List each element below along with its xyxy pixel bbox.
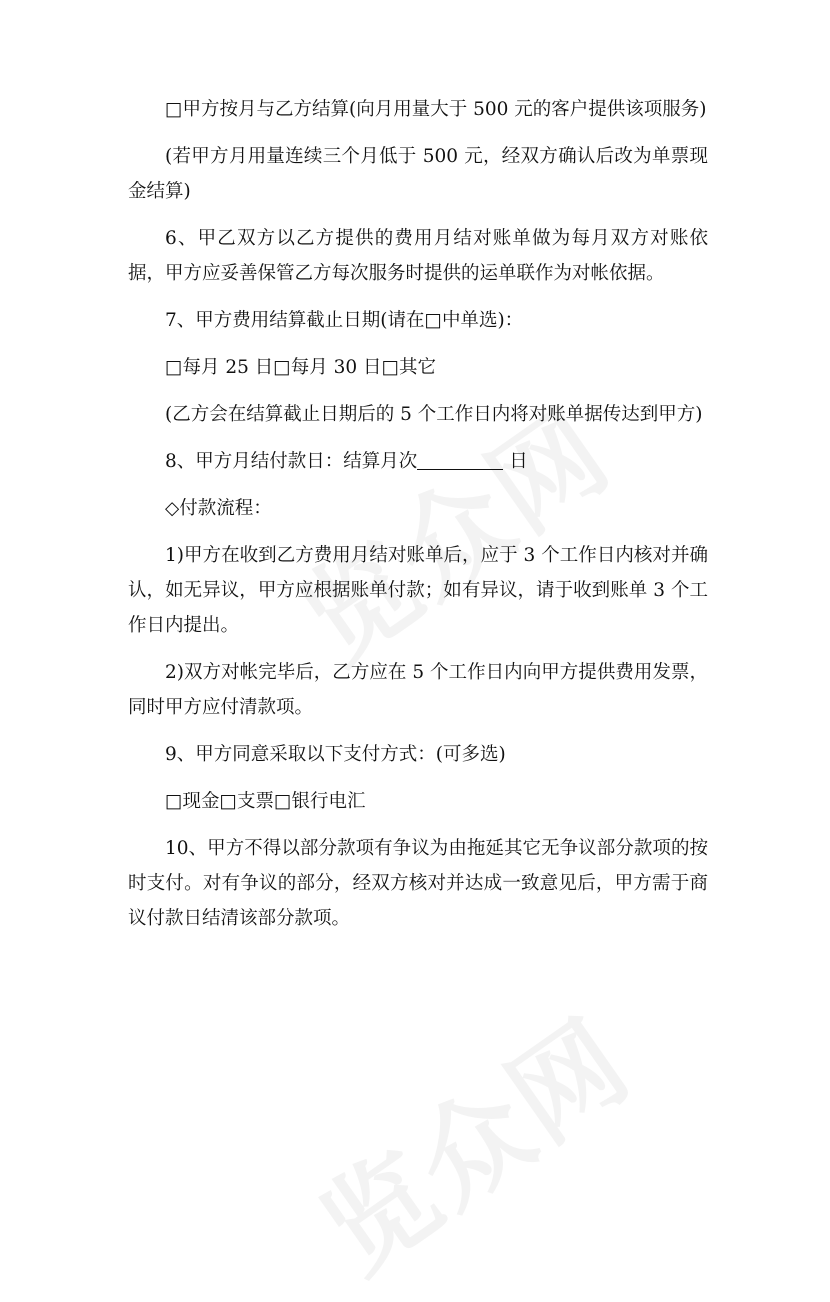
paragraph-process-step-1: 1)甲方在收到乙方费用月结对账单后，应于 3 个工作日内核对并确认，如无异议，甲方应根据账单付款；如有异议，请于收到账单 3 个工作日内提出。 <box>128 545 708 636</box>
paragraph-payment-methods: □现金□支票□银行电汇 <box>165 791 366 812</box>
paragraph-clause-10: 10、甲方不得以部分款项有争议为由拖延其它无争议部分款项的按时支付。对有争议的部分，经双方核对并达成一致意见后，甲方需于商议付款日结清该部分款项。 <box>128 838 708 929</box>
paragraph-cutoff-options: □每月 25 日□每月 30 日□其它 <box>165 357 437 378</box>
paragraph-process-step-2: 2)双方对帐完毕后，乙方应在 5 个工作日内向甲方提供费用发票，同时甲方应付清款项。 <box>128 662 708 718</box>
paragraph-clause-7: 7、甲方费用结算截止日期(请在□中单选)： <box>165 310 524 331</box>
paragraph-payment-process-heading: ◇付款流程： <box>165 498 272 519</box>
clause-8-suffix: 日 <box>509 451 528 472</box>
clause-8-text: 8、甲方月结付款日：结算月次 <box>165 451 418 472</box>
payment-day-blank <box>417 451 503 470</box>
document-body <box>128 92 708 948</box>
paragraph-clause-9: 9、甲方同意采取以下支付方式：(可多选) <box>165 744 506 765</box>
paragraph-cutoff-note: (乙方会在结算截止日期后的 5 个工作日内将对账单据传达到甲方) <box>165 404 703 425</box>
paragraph-settlement-note: (若甲方月用量连续三个月低于 500 元，经双方确认后改为单票现金结算) <box>128 146 708 202</box>
paragraph-monthly-settlement-option: □甲方按月与乙方结算(向月用量大于 500 元的客户提供该项服务) <box>165 99 707 120</box>
paragraph-clause-8 <box>128 444 708 479</box>
paragraph-clause-6: 6、甲乙双方以乙方提供的费用月结对账单做为每月双方对账依据，甲方应妥善保管乙方每次服务时提供的运单联作为对帐依据。 <box>128 228 708 284</box>
watermark <box>286 976 657 1302</box>
